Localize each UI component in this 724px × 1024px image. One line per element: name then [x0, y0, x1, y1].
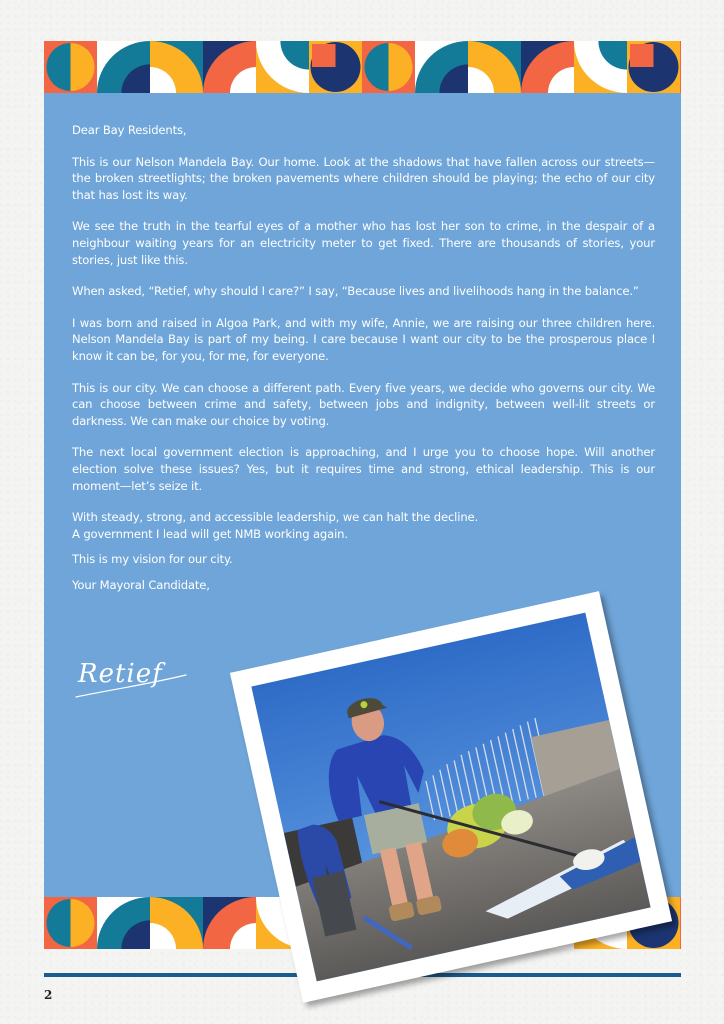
pattern-tile	[680, 41, 681, 93]
pattern-tile	[309, 41, 362, 93]
pattern-tile	[256, 41, 309, 93]
pattern-tile	[574, 41, 627, 93]
photo-illustration	[251, 613, 650, 982]
pattern-tile	[150, 41, 203, 93]
page-number: 2	[44, 988, 53, 1002]
pattern-svg	[44, 41, 681, 93]
pattern-tile	[150, 897, 203, 949]
letter-body	[72, 122, 655, 608]
pattern-tile	[203, 897, 256, 949]
signoff: Your Mayoral Candidate,	[72, 577, 210, 592]
paragraph: I was born and raised in Algoa Park, and with my wife, Annie, we are raising our three children here. Nelson Mandela Bay is part of my being. I care because I want our city to be the prosperous place I know it can be, for you, for me, for everyone.	[72, 315, 655, 363]
closing-line: With steady, strong, and accessible leadership, we can halt the decline.	[72, 510, 479, 525]
pattern-tile	[627, 41, 680, 93]
decorative-pattern-top	[44, 41, 681, 93]
pattern-tile	[362, 41, 415, 93]
pattern-tile	[203, 41, 256, 93]
paragraph: The next local government election is approaching, and I urge you to choose hope. Will another election solve these issues? Yes, but it requires time and strong, ethical leadership. This is our moment—let’s seize it.	[72, 445, 655, 493]
paragraph: This is our city. We can choose a different path. Every five years, we decide who governs our city. We can choose between crime and safety, between jobs and indignity, between well-lit streets or darkness. We can make our choice by voting.	[72, 380, 655, 428]
pattern-tile	[97, 41, 150, 93]
paragraph: When asked, “Retief, why should I care?” I say, “Because lives and livelihoods hang in the balance.”	[72, 284, 639, 299]
signature-text: Retief	[78, 659, 163, 689]
pattern-tile	[680, 897, 681, 949]
pattern-tile	[468, 41, 521, 93]
pattern-tile	[415, 41, 468, 93]
closing-paragraph	[72, 509, 655, 542]
paragraph: We see the truth in the tearful eyes of a mother who has lost her son to crime, in the despair of a neighbour waiting years for an electricity meter to get fixed. There are thousands of stories, your stories, just like this.	[72, 219, 655, 267]
salutation: Dear Bay Residents,	[72, 123, 187, 137]
paragraph: This is our Nelson Mandela Bay. Our home. Look at the shadows that have fallen across our streets—the broken streetlights; the broken pavements where children should be playing; the echo of our city that has lost its way.	[72, 154, 655, 202]
pattern-tile	[44, 41, 97, 93]
pattern-tile	[44, 897, 97, 949]
closing-line: A government I lead will get NMB working again.	[72, 526, 348, 541]
vision-line: This is my vision for our city.	[72, 552, 233, 567]
pattern-tile	[521, 41, 574, 93]
signature	[74, 645, 194, 703]
campaign-photo	[251, 613, 650, 982]
pattern-tile	[97, 897, 150, 949]
